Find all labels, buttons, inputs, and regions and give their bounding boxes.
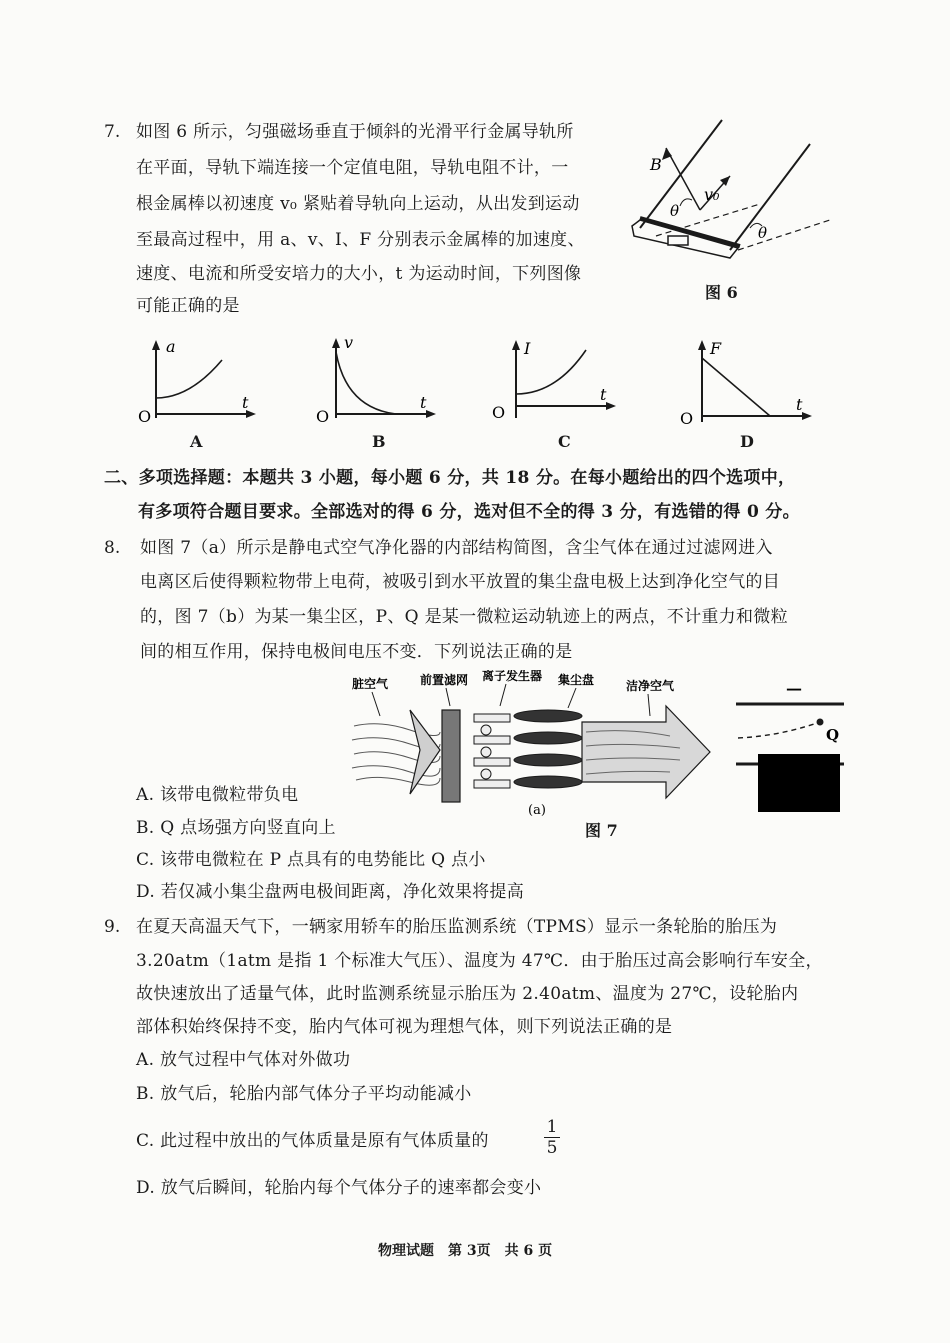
graph-b-origin: O	[316, 407, 330, 426]
label-b: B	[650, 155, 662, 174]
q8-number: 8.	[104, 538, 121, 558]
graph-a	[130, 336, 260, 426]
q8-line: 间的相互作用，保持电极间电压不变．下列说法正确的是	[140, 642, 573, 662]
section-2-heading: 二、多项选择题：本题共 3 小题，每小题 6 分，共 18 分。在每小题给出的四个选项中，	[104, 468, 796, 488]
graph-a-xlabel: t	[242, 393, 249, 412]
figure-7a-diagram	[350, 670, 730, 820]
label-minus: —	[786, 679, 802, 698]
q7-number: 7.	[104, 122, 121, 142]
graph-c-label: C	[558, 432, 571, 451]
label-theta: θ	[758, 224, 768, 242]
fraction-numerator: 1	[546, 1117, 558, 1137]
graph-c	[490, 336, 620, 426]
graph-d-label: D	[740, 432, 754, 451]
label-sub-a: (a)	[528, 803, 546, 818]
q9-option-c: C. 此过程中放出的气体质量是原有气体质量的	[136, 1131, 489, 1151]
q9-line: 故快速放出了适量气体，此时监测系统显示胎压为 2.40atm、温度为 27℃，设轮胎内	[136, 984, 799, 1004]
q7-line: 在平面，导轨下端连接一个定值电阻，导轨电阻不计，一	[136, 158, 569, 178]
q8-line: 如图 7（a）所示是静电式空气净化器的内部结构简图，含尘气体在通过过滤网进入	[140, 538, 773, 558]
label-dust-plate: 集尘盘	[558, 673, 595, 687]
q9-option-d: D. 放气后瞬间，轮胎内每个气体分子的速率都会变小	[136, 1178, 542, 1198]
graph-b-xlabel: t	[420, 393, 427, 412]
label-ion-generator: 离子发生器	[482, 670, 543, 683]
graph-c-ylabel: I	[524, 339, 531, 358]
q9-fraction	[544, 1118, 560, 1157]
label-q: Q	[826, 726, 840, 744]
q7-line: 速度、电流和所受安培力的大小，t 为运动时间，下列图像	[136, 264, 582, 284]
q8-option-a: A. 该带电微粒带负电	[136, 785, 299, 805]
label-clean-air: 洁净空气	[626, 679, 675, 693]
label-dirty-air: 脏空气	[352, 677, 389, 691]
q8-line: 的，图 7（b）为某一集尘区，P、Q 是某一微粒运动轨迹上的两点，不计重力和微粒	[140, 607, 788, 627]
q7-line: 至最高过程中，用 a、v、I、F 分别表示金属棒的加速度、	[136, 230, 585, 250]
graph-a-label: A	[190, 432, 203, 451]
label-theta: θ	[670, 202, 680, 220]
q8-option-b: B. Q 点场强方向竖直向上	[136, 818, 336, 838]
q9-line: 3.20atm（1atm 是指 1 个标准大气压）、温度为 47℃．由于胎压过高会影响行车安全，	[136, 951, 823, 971]
graph-a-ylabel: a	[166, 337, 176, 356]
q8-option-c: C. 该带电微粒在 P 点具有的电势能比 Q 点小	[136, 850, 486, 870]
graph-c-xlabel: t	[600, 385, 607, 404]
q9-line: 部体积始终保持不变，胎内气体可视为理想气体，则下列说法正确的是	[136, 1017, 673, 1037]
graph-d	[676, 336, 816, 426]
graph-c-origin: O	[492, 403, 506, 422]
figure-7-caption: 图 7	[585, 821, 618, 840]
q7-line: 可能正确的是	[136, 296, 240, 316]
graph-d-xlabel: t	[796, 395, 803, 414]
graph-d-ylabel: F	[710, 339, 722, 358]
q8-option-d: D. 若仅减小集尘盘两电极间距离，净化效果将提高	[136, 882, 525, 902]
q9-option-a: A. 放气过程中气体对外做功	[136, 1050, 351, 1070]
fraction-denominator: 5	[546, 1138, 558, 1158]
figure-6-diagram	[610, 108, 870, 268]
graph-a-origin: O	[138, 407, 152, 426]
q8-line: 电离区后使得颗粒物带上电荷，被吸引到水平放置的集尘盘电极上达到净化空气的目	[140, 572, 781, 592]
q7-line: 如图 6 所示，匀强磁场垂直于倾斜的光滑平行金属导轨所	[136, 122, 574, 142]
q9-option-b: B. 放气后，轮胎内部气体分子平均动能减小	[136, 1084, 472, 1104]
page-footer: 物理试题 第 3页 共 6 页	[378, 1243, 553, 1259]
redaction-box	[758, 754, 840, 812]
q9-line: 在夏天高温天气下，一辆家用轿车的胎压监测系统（TPMS）显示一条轮胎的胎压为	[136, 917, 778, 937]
label-v0: v₀	[704, 185, 720, 204]
q7-line: 根金属棒以初速度 v₀ 紧贴着导轨向上运动，从出发到运动	[136, 194, 580, 214]
section-2-instructions: 有多项符合题目要求。全部选对的得 6 分，选对但不全的得 3 分，有选错的得 0 分。	[138, 502, 800, 522]
graph-b-ylabel: v	[344, 333, 354, 352]
graph-b	[310, 332, 440, 426]
label-prefilter: 前置滤网	[420, 673, 469, 687]
q9-number: 9.	[104, 917, 121, 937]
graph-d-origin: O	[680, 409, 694, 426]
figure-7b-diagram	[730, 676, 850, 816]
graph-b-label: B	[372, 432, 386, 451]
figure-6-caption: 图 6	[705, 283, 738, 302]
